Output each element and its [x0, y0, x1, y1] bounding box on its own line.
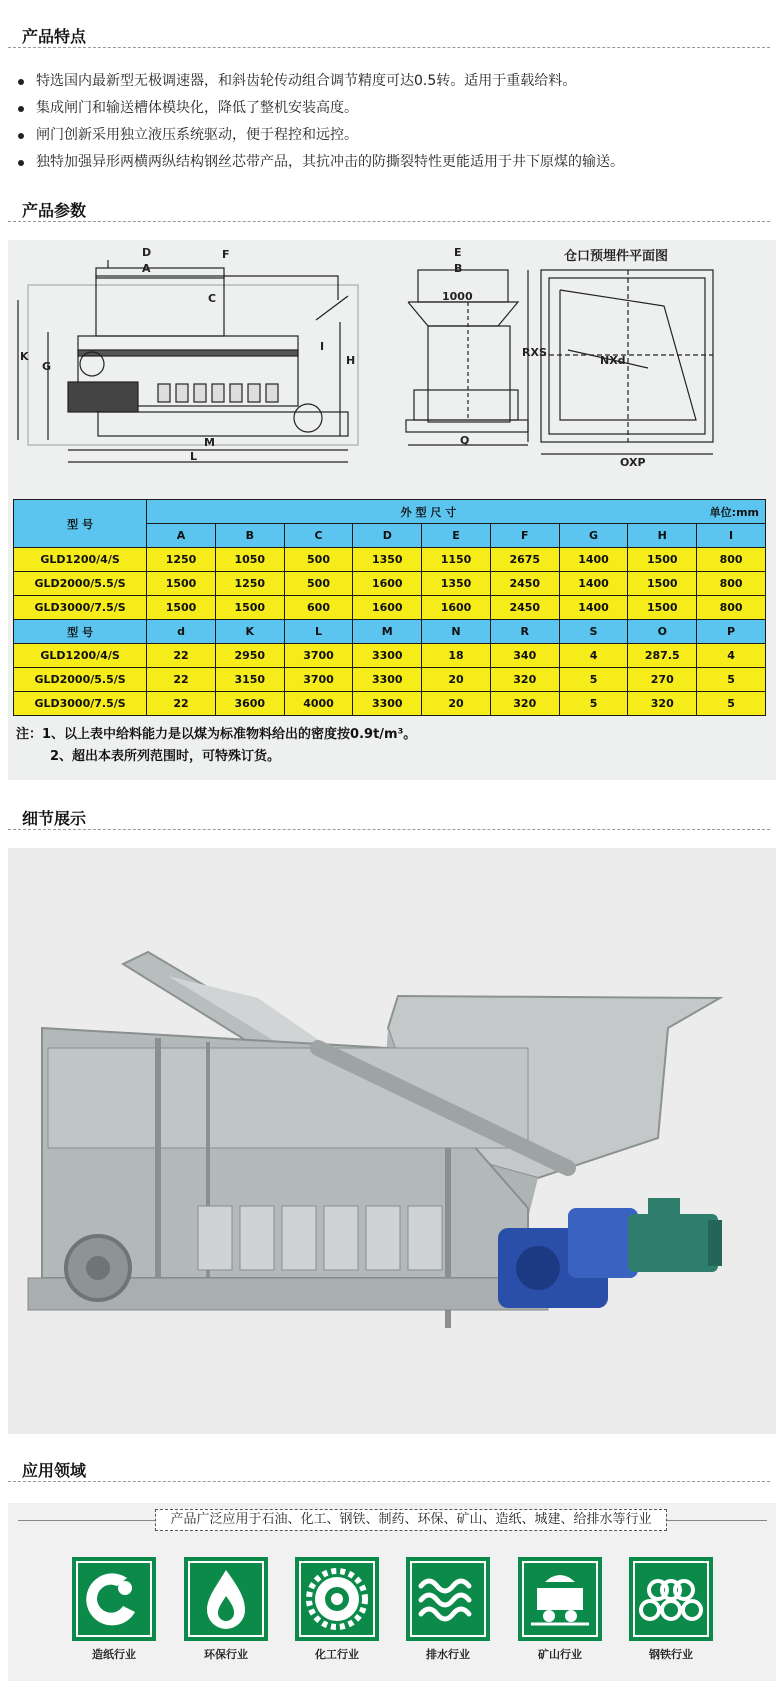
value-cell: 1150	[422, 548, 491, 572]
value-cell: 4000	[284, 692, 353, 716]
value-cell: 500	[284, 572, 353, 596]
app-environment	[184, 1557, 268, 1662]
params-panel	[8, 240, 776, 780]
banner-line	[18, 1520, 155, 1521]
value-cell: 2675	[490, 548, 559, 572]
column-header: A	[147, 524, 216, 548]
value-cell: 1250	[215, 572, 284, 596]
paper-industry-icon	[72, 1557, 156, 1641]
value-cell: 3700	[284, 668, 353, 692]
table-row	[14, 500, 766, 524]
model-cell: GLD2000/5.5/S	[14, 668, 147, 692]
model-cell: GLD1200/4/S	[14, 548, 147, 572]
details-title: 细节展示	[22, 809, 87, 828]
applications-header	[8, 1450, 770, 1482]
column-header: I	[697, 524, 766, 548]
value-cell: 20	[422, 692, 491, 716]
dim-label: F	[222, 248, 230, 261]
steel-industry-icon	[629, 1557, 713, 1641]
table-row	[14, 548, 766, 572]
value-cell: 18	[422, 644, 491, 668]
dim-label: M	[204, 436, 215, 449]
feature-item: 独特加强异形两横两纵结构钢丝芯带产品，其抗冲击的防撕裂特性更能适用于井下原煤的输送。	[14, 149, 774, 176]
note-2: 2、超出本表所列范围时，可特殊订货。	[50, 749, 281, 764]
applications-banner: 产品广泛应用于石油、化工、钢铁、制药、环保、矿山、造纸、城建、给排水等行业	[155, 1509, 667, 1531]
value-cell: 1600	[422, 596, 491, 620]
value-cell: 800	[697, 572, 766, 596]
value-cell: 22	[147, 668, 216, 692]
features-title: 产品特点	[22, 27, 87, 46]
value-cell: 2450	[490, 596, 559, 620]
value-cell: 1350	[353, 548, 422, 572]
value-cell: 3300	[353, 692, 422, 716]
details-header	[8, 798, 770, 830]
app-paper	[72, 1557, 156, 1662]
feature-item: 特选国内最新型无极调速器，和斜齿轮传动组合调节精度可达0.5转。适用于重载给料。	[14, 68, 774, 95]
value-cell: 1500	[628, 596, 697, 620]
value-cell: 3700	[284, 644, 353, 668]
value-cell: 3600	[215, 692, 284, 716]
chemical-industry-icon	[295, 1557, 379, 1641]
dims-title: 外 型 尺 寸	[400, 505, 457, 519]
app-label: 钢铁行业	[649, 1648, 693, 1661]
dim-label: L	[190, 450, 198, 463]
value-cell: 5	[559, 668, 628, 692]
app-label: 化工行业	[315, 1648, 359, 1661]
value-cell: 1250	[147, 548, 216, 572]
column-header: d	[147, 620, 216, 644]
value-cell: 1400	[559, 596, 628, 620]
product-photo	[8, 848, 776, 1434]
plan-title: 仓口预埋件平面图	[564, 249, 669, 264]
column-header: S	[559, 620, 628, 644]
features-header	[8, 16, 770, 48]
banner-line	[667, 1520, 767, 1521]
value-cell: 3300	[353, 668, 422, 692]
unit-label: 单位:mm	[709, 505, 759, 519]
column-header: P	[697, 620, 766, 644]
table-row	[14, 692, 766, 716]
value-cell: 22	[147, 644, 216, 668]
value-cell: 2450	[490, 572, 559, 596]
dim-label: C	[208, 292, 217, 305]
technical-drawing	[8, 240, 776, 502]
feature-item: 闸门创新采用独立液压系统驱动，便于程控和远控。	[14, 122, 774, 149]
value-cell: 500	[284, 548, 353, 572]
notes	[16, 724, 416, 768]
app-chemical	[295, 1557, 379, 1662]
value-cell: 800	[697, 548, 766, 572]
feature-list	[14, 68, 774, 176]
value-cell: 1500	[628, 572, 697, 596]
app-label: 排水行业	[426, 1648, 470, 1661]
value-cell: 600	[284, 596, 353, 620]
table-row	[14, 596, 766, 620]
params-title: 产品参数	[22, 201, 87, 220]
app-steel	[629, 1557, 713, 1662]
model-header: 型 号	[14, 620, 147, 644]
value-cell: 1400	[559, 548, 628, 572]
value-cell: 3300	[353, 644, 422, 668]
value-cell: 1500	[628, 548, 697, 572]
value-cell: 5	[697, 692, 766, 716]
model-cell: GLD1200/4/S	[14, 644, 147, 668]
value-cell: 1500	[147, 572, 216, 596]
column-header: R	[490, 620, 559, 644]
dim-label: OXP	[620, 456, 646, 469]
column-header: K	[215, 620, 284, 644]
drainage-industry-icon	[406, 1557, 490, 1641]
table-row	[14, 620, 766, 644]
value-cell: 800	[697, 596, 766, 620]
dim-label: G	[42, 360, 52, 373]
mining-industry-icon	[518, 1557, 602, 1641]
dim-label: E	[454, 246, 462, 259]
column-header: E	[422, 524, 491, 548]
column-header: B	[215, 524, 284, 548]
spec-table	[13, 499, 766, 716]
app-label: 矿山行业	[538, 1648, 582, 1661]
column-header: L	[284, 620, 353, 644]
model-cell: GLD3000/7.5/S	[14, 692, 147, 716]
value-cell: 4	[559, 644, 628, 668]
dim-label: D	[142, 246, 152, 259]
value-cell: 3150	[215, 668, 284, 692]
column-header: F	[490, 524, 559, 548]
value-cell: 5	[559, 692, 628, 716]
app-mining	[518, 1557, 602, 1662]
column-header: M	[353, 620, 422, 644]
value-cell: 287.5	[628, 644, 697, 668]
value-cell: 4	[697, 644, 766, 668]
value-cell: 320	[490, 692, 559, 716]
app-drainage	[406, 1557, 490, 1662]
value-cell: 340	[490, 644, 559, 668]
column-header: O	[628, 620, 697, 644]
value-cell: 2950	[215, 644, 284, 668]
value-cell: 320	[490, 668, 559, 692]
column-header: H	[628, 524, 697, 548]
column-header: D	[353, 524, 422, 548]
dim-label: H	[346, 354, 356, 367]
model-header: 型 号	[14, 500, 147, 548]
app-label: 环保行业	[204, 1648, 248, 1661]
dim-label: I	[320, 340, 325, 353]
column-header: C	[284, 524, 353, 548]
value-cell: 1400	[559, 572, 628, 596]
feeder-machine-image	[8, 848, 776, 1434]
value-cell: 20	[422, 668, 491, 692]
dim-label: Q	[460, 434, 470, 447]
dims-header	[147, 500, 766, 524]
dim-label: B	[454, 262, 463, 275]
table-row	[14, 572, 766, 596]
column-header: G	[559, 524, 628, 548]
environment-industry-icon	[184, 1557, 268, 1641]
model-cell: GLD3000/7.5/S	[14, 596, 147, 620]
app-label: 造纸行业	[92, 1648, 136, 1661]
applications-panel	[8, 1503, 776, 1681]
value-cell: 1600	[353, 596, 422, 620]
value-cell: 5	[697, 668, 766, 692]
value-cell: 1500	[147, 596, 216, 620]
dim-label: RXS	[522, 346, 547, 359]
column-header: N	[422, 620, 491, 644]
dim-label: A	[142, 262, 151, 275]
dim-label: K	[20, 350, 29, 363]
value-cell: 1600	[353, 572, 422, 596]
dim-label: NXd	[600, 354, 626, 367]
dim-1000: 1000	[442, 290, 473, 303]
applications-title: 应用领域	[22, 1461, 87, 1480]
value-cell: 1050	[215, 548, 284, 572]
params-header	[8, 190, 770, 222]
value-cell: 320	[628, 692, 697, 716]
note-1: 注：1、以上表中给料能力是以煤为标准物料给出的密度按0.9t/m³。	[16, 727, 417, 742]
table-row	[14, 668, 766, 692]
value-cell: 270	[628, 668, 697, 692]
table-row	[14, 644, 766, 668]
value-cell: 1500	[215, 596, 284, 620]
feature-item: 集成闸门和输送槽体模块化，降低了整机安装高度。	[14, 95, 774, 122]
model-cell: GLD2000/5.5/S	[14, 572, 147, 596]
value-cell: 1350	[422, 572, 491, 596]
value-cell: 22	[147, 692, 216, 716]
